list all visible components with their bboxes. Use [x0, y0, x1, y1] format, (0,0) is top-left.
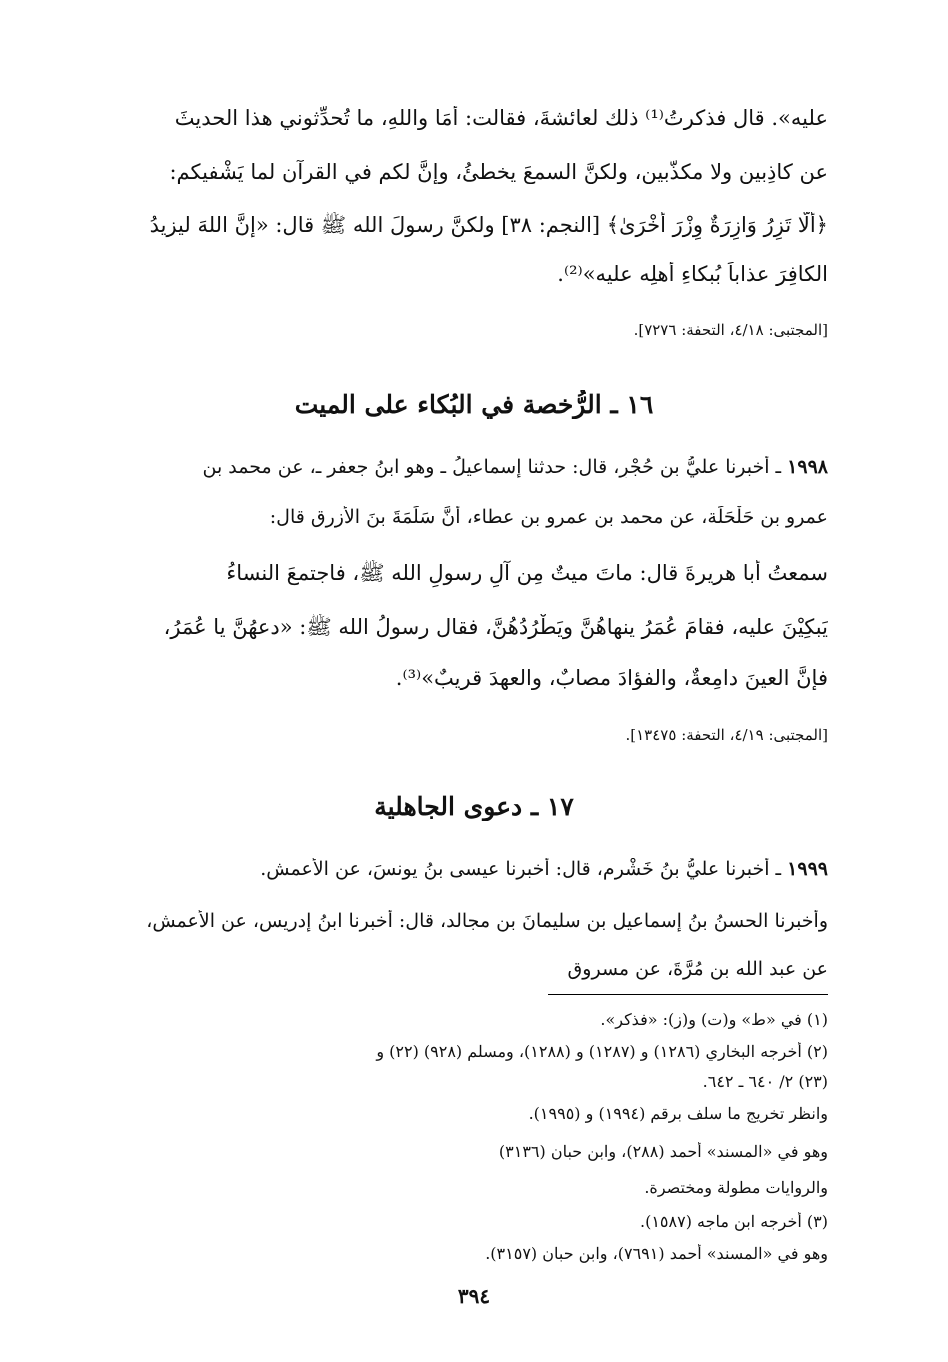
hadith-1999-line-3: عن عبد الله بنِ مُرَّةَ، عن مسروق — [567, 958, 828, 980]
intro-line-2: عن كاذِبين ولا مكذَّبين، ولكنَّ السمعَ يخطئُ، وإنَّ لكم في القرآن لما يَشْفيكم: — [169, 160, 828, 184]
footnote-2: (٢) أخرجه البخاري (١٢٨٦) و (١٢٨٧) و (١٢٨٨)، ومسلم (٩٢٨) (٢٢) و — [376, 1042, 828, 1061]
footnote-separator — [548, 994, 828, 995]
footnote-2-note: والروايات مطولة ومختصرة. — [644, 1178, 828, 1197]
hadith-1998-text-2: يَبكِيْنَ عليه، فقامَ عُمَرُ ينهاهُنَّ ويَطْرُدُهُنَّ، فقال رسولُ الله ﷺ: «دعهُنَّ يا عُمَرُ، — [163, 615, 828, 639]
hadith-1998-isnad-text: ـ أخبرنا عليُّ بن حُجْرٍ، قال: حدثنا إسماعيلُ ـ وهو ابنُ جعفر ـ، عن محمد بن — [202, 456, 788, 478]
reference-1: [المجتبى: ٤/١٨، التحفة: ٧٢٧٦]. — [633, 321, 828, 339]
footnote-3-musnad: وهو في «المسند» أحمد (٧٦٩١)، وابن حبان (٣١٥٧). — [485, 1244, 828, 1263]
footnote-2-musnad: وهو في «المسند» أحمد (٢٨٨)، وابن حبان (٣١٣٦) — [498, 1142, 828, 1161]
hadith-number-1999: ١٩٩٩ — [787, 858, 828, 880]
footnote-3: (٣) أخرجه ابن ماجه (١٥٨٧). — [640, 1212, 828, 1231]
hadith-1999-line-1 — [128, 858, 828, 880]
hadith-1998-text-3: فإنَّ العينَ دامِعةٌ، والفؤادَ مصابٌ، والعهدَ قريبٌ»⁽³⁾. — [395, 666, 828, 690]
hadith-number-1998: ١٩٩٨ — [787, 456, 828, 478]
page-number: ٣٩٤ — [457, 1284, 491, 1308]
footnote-1: (١) في «ط» و(ت) و(ز): «فذكر». — [600, 1010, 828, 1029]
intro-line-4: الكافِرَ عذاباً بُبكاءِ أهلِه عليه»⁽²⁾. — [557, 262, 828, 286]
hadith-1998-isnad-1 — [128, 456, 828, 478]
hadith-1999-line-2: وأخبرنا الحسنُ بنُ إسماعيل بن سليمانَ بن مجالد، قال: أخبرنا ابنُ إدريس، عن الأعمش، — [146, 910, 828, 932]
hadith-1999-line-1-text: ـ أخبرنا عليُّ بنُ خَشْرم، قال: أخبرنا عيسى بنُ يونسَ، عن الأعمش. — [260, 858, 788, 880]
reference-2: [المجتبى: ٤/١٩، التحفة: ١٣٤٧٥]. — [625, 726, 828, 744]
chapter-heading-17: ١٧ ـ دعوى الجاهلية — [374, 792, 574, 821]
intro-line-3: ﴿أَلَّا تَزِرُ وَازِرَةٌ وِزْرَ أُخْرَىٰ﴾ [النجم: ٣٨] ولكنَّ رسولَ الله ﷺ قال: «إنَّ اللهَ ليزيدُ — [149, 213, 828, 237]
chapter-heading-16: ١٦ ـ الرُّخصة في البُكاء على الميت — [294, 390, 654, 419]
hadith-1998-text-1: سمعتُ أبا هريرةَ قال: ماتَ ميتٌ مِن آلِ رسولِ الله ﷺ، فاجتمعَ النساءُ — [226, 561, 828, 585]
footnote-2-see-also: وانظر تخريج ما سلف برقم (١٩٩٤) و (١٩٩٥). — [528, 1104, 828, 1123]
intro-line-1: عليه». قال فذكرتُ⁽¹⁾ ذلك لعائشةَ، فقالت: أَمَا واللهِ، ما تُحدِّثوني هذا الحديثَ — [174, 106, 828, 130]
hadith-1998-isnad-2: عمرو بن حَلْحَلَة، عن محمد بن عمرو بن عطاء، أنَّ سَلَمَةَ بنَ الأزرق قال: — [269, 506, 828, 528]
footnote-2-cont: (٢٣) ٢/ ٦٤٠ ـ ٦٤٢. — [702, 1072, 828, 1091]
